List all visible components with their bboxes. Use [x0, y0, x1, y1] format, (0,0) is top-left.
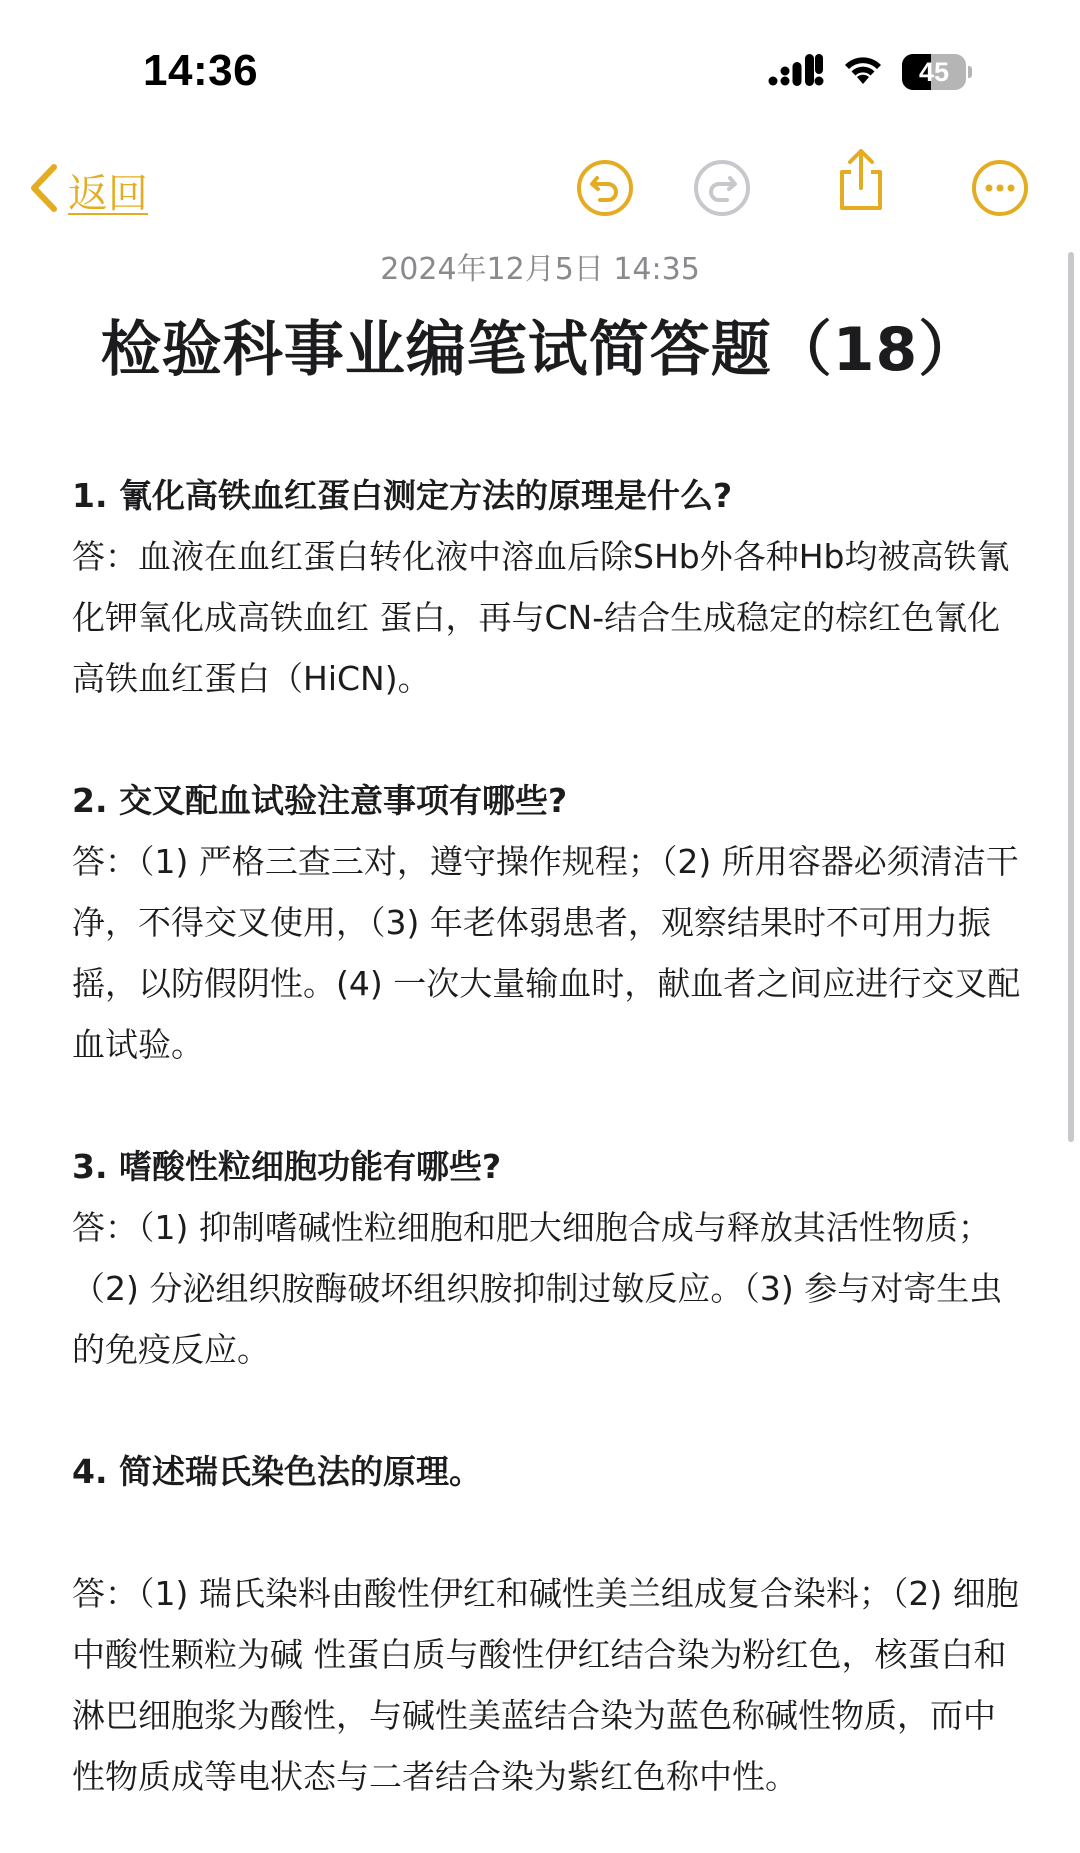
status-icons [768, 52, 972, 92]
answer-text: 答：血液在血红蛋白转化液中溶血后除SHb外各种Hb均被高铁氰化钾氧化成高铁血红 蛋白，再与CN-结合生成稳定的棕红色氰化高铁血红蛋白（HiCN)。 [72, 537, 1010, 698]
share-button[interactable] [831, 152, 891, 212]
battery-icon [902, 54, 972, 90]
question-block [72, 1441, 1022, 1807]
status-time: 14:36 [143, 46, 259, 95]
answer-text: 答：（1) 瑞氏染料由酸性伊红和碱性美兰组成复合染料；（2) 细胞中酸性颗粒为碱 性蛋白质与酸性伊红结合染为粉红色，核蛋白和淋巴细胞浆为酸性，与碱性美蓝结合染为蓝色称碱性物质，而中性物质成等电状态与二者结合染为紫红色称中性。 [72, 1574, 1019, 1796]
share-icon [834, 148, 888, 216]
back-button[interactable] [28, 158, 148, 222]
scroll-indicator[interactable] [1068, 252, 1074, 1142]
wifi-icon [842, 54, 884, 90]
answer-text: 答：（1) 严格三查三对，遵守操作规程；（2) 所用容器必须清洁干净，不得交叉使用，（3) 年老体弱患者，观察结果时不可用力振摇，以防假阴性。(4) 一次大量输血时，献血者之间应进行交叉配血试验。 [72, 842, 1021, 1064]
undo-button[interactable] [575, 160, 635, 220]
more-button[interactable] [970, 160, 1030, 220]
undo-icon [576, 159, 634, 221]
more-icon [971, 159, 1029, 221]
note-body[interactable] [72, 465, 1022, 1807]
question-block [72, 1136, 1022, 1380]
question-block [72, 770, 1022, 1075]
note-title[interactable]: 检验科事业编笔试简答题（18） [100, 315, 980, 385]
redo-button[interactable] [692, 160, 752, 220]
question-text: 1. 氰化高铁血红蛋白测定方法的原理是什么? [72, 476, 733, 515]
answer-text: 答：（1) 抑制嗜碱性粒细胞和肥大细胞合成与释放其活性物质；（2) 分泌组织胺酶破坏组织胺抑制过敏反应。（3) 参与对寄生虫的免疫反应。 [72, 1208, 1003, 1369]
chevron-left-icon [28, 163, 58, 217]
note-date: 2024年12月5日 14:35 [380, 252, 700, 287]
back-label: 返回 [68, 170, 148, 217]
cellular-signal-icon [768, 52, 824, 92]
question-text: 3. 嗜酸性粒细胞功能有哪些? [72, 1147, 502, 1186]
status-bar [0, 0, 1080, 140]
navigation-toolbar [0, 150, 1080, 230]
redo-icon [693, 159, 751, 221]
question-block [72, 465, 1022, 709]
question-text: 4. 简述瑞氏染色法的原理。 [72, 1452, 482, 1491]
battery-percentage: 45 [918, 57, 950, 87]
question-text: 2. 交叉配血试验注意事项有哪些? [72, 781, 568, 820]
